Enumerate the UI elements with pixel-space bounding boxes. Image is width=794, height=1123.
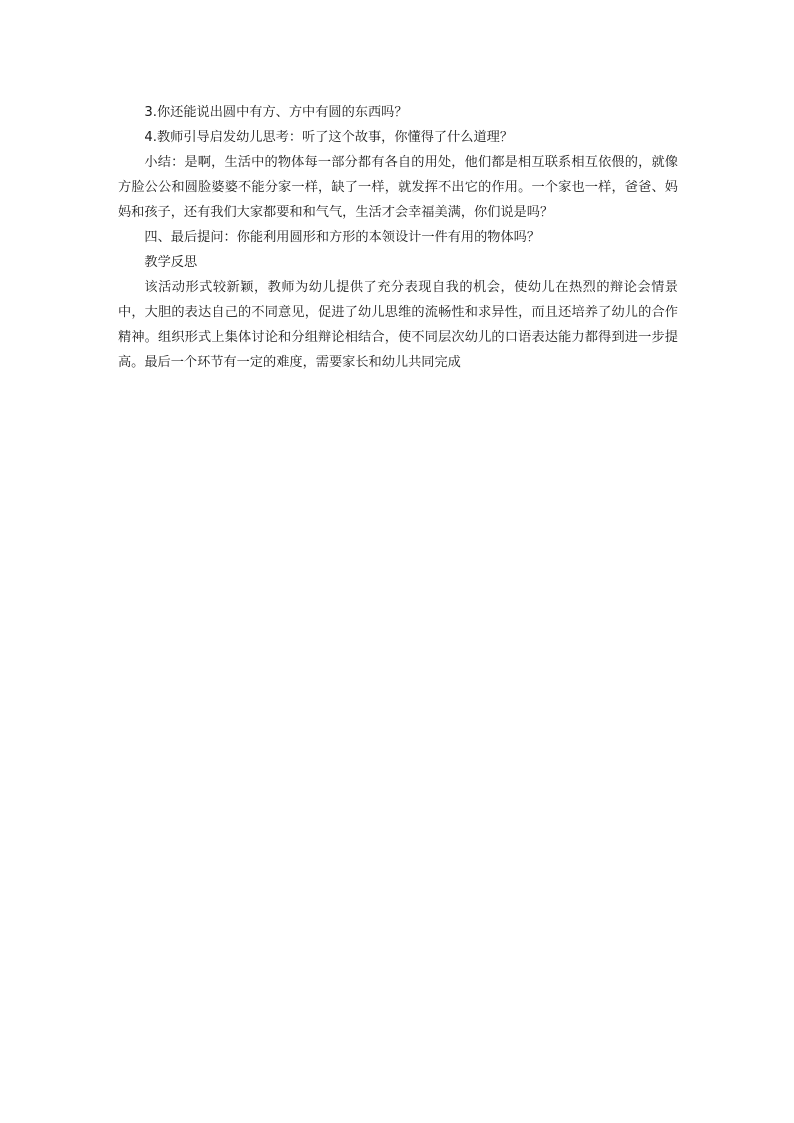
- document-page: [118, 100, 678, 375]
- teacher-guidance-paragraph: 4.教师引导启发幼儿思考：听了这个故事，你懂得了什么道理？: [144, 130, 514, 145]
- summary-paragraph: 小结：是啊，生活中的物体每一部分都有各自的用处，他们都是相互联系相互依偎的，就像方脸公公和圆脸婆婆不能分家一样，缺了一样，就发挥不出它的作用。一个家也一样，爸爸、妈妈和孩子，还有我们大家都要和和气气，生活才会幸福美满，你们说是吗？: [118, 155, 678, 220]
- reflection-paragraph: 该活动形式较新颖，教师为幼儿提供了充分表现自我的机会，使幼儿在热烈的辩论会情景中，大胆的表达自己的不同意见，促进了幼儿思维的流畅性和求异性，而且还培养了幼儿的合作精神。组织形式上集体讨论和分组辩论相结合，使不同层次幼儿的口语表达能力都得到进一步提高。最后一个环节有一定的难度，需要家长和幼儿共同完成: [118, 280, 678, 370]
- question-3-paragraph: 3.你还能说出圆中有方、方中有圆的东西吗？: [144, 105, 408, 120]
- final-question-paragraph: 四、最后提问：你能利用圆形和方形的本领设计一件有用的物体吗？: [144, 230, 541, 245]
- reflection-heading: 教学反思: [144, 255, 198, 270]
